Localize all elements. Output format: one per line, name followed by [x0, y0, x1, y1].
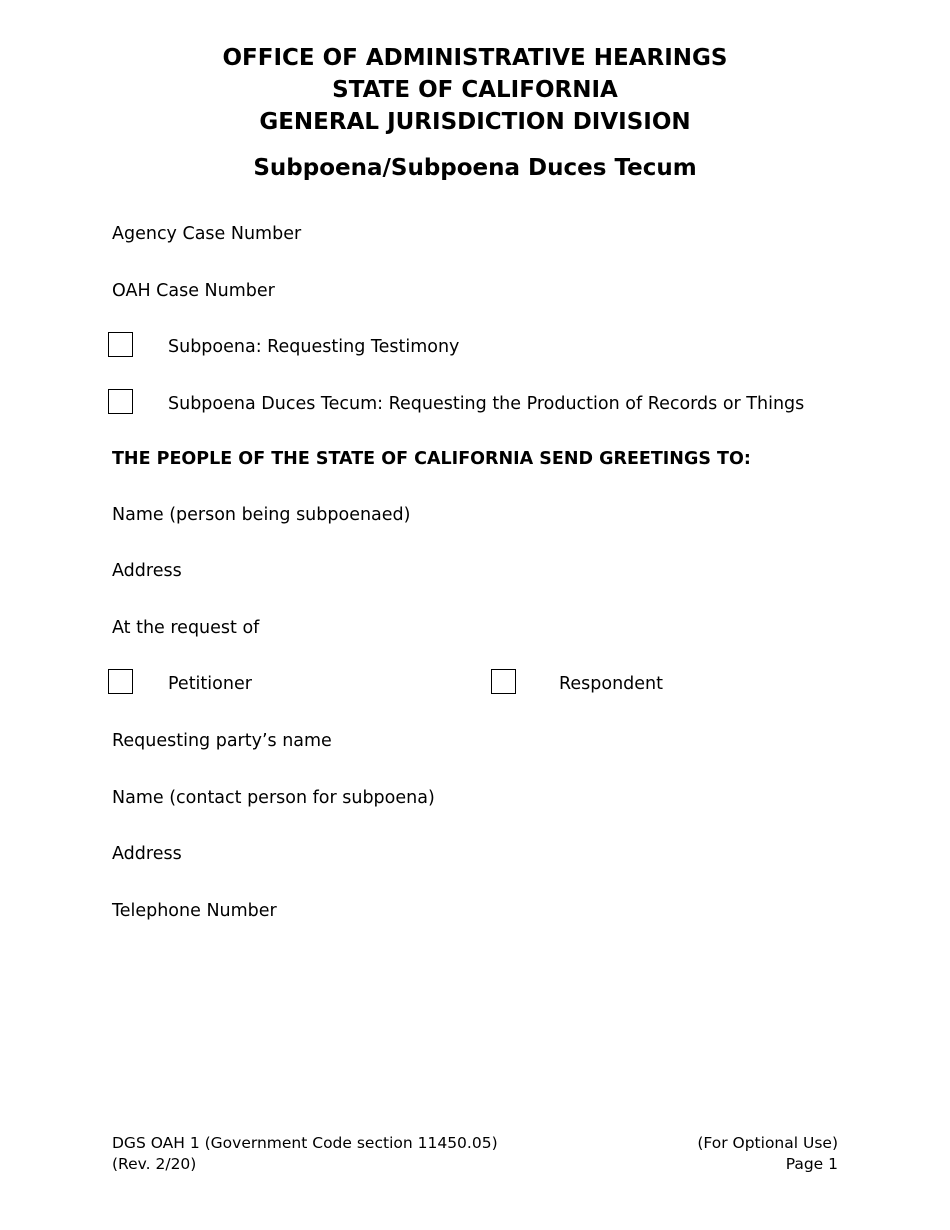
respondent-checkbox[interactable]: [491, 669, 516, 694]
duces-tecum-label: Subpoena Duces Tecum: Requesting the Production of Records or Things: [168, 394, 805, 414]
requesting-party-name-field[interactable]: Requesting party’s name: [112, 731, 332, 751]
document-header: [0, 42, 950, 138]
contact-address-field[interactable]: Address: [112, 844, 182, 864]
form-revision: (Rev. 2/20): [112, 1155, 197, 1173]
oah-case-number-field[interactable]: OAH Case Number: [112, 281, 275, 301]
footer-left: [112, 1133, 498, 1175]
footer-right: [697, 1133, 838, 1175]
agency-case-number-field[interactable]: Agency Case Number: [112, 224, 302, 244]
subpoenaed-address-field[interactable]: Address: [112, 561, 182, 581]
testimony-label: Subpoena: Requesting Testimony: [168, 337, 460, 357]
form-id: DGS OAH 1 (Government Code section 11450.05): [112, 1134, 498, 1152]
subpoenaed-name-field[interactable]: Name (person being subpoenaed): [112, 505, 411, 525]
duces-tecum-checkbox[interactable]: [108, 389, 133, 414]
header-state: STATE OF CALIFORNIA: [332, 77, 618, 103]
testimony-checkbox[interactable]: [108, 332, 133, 357]
greeting-heading: THE PEOPLE OF THE STATE OF CALIFORNIA SEND GREETINGS TO:: [112, 449, 751, 469]
page-number: Page 1: [785, 1155, 838, 1173]
respondent-label: Respondent: [559, 674, 663, 694]
header-office: OFFICE OF ADMINISTRATIVE HEARINGS: [222, 45, 728, 71]
at-request-of-label: At the request of: [112, 618, 260, 638]
petitioner-checkbox[interactable]: [108, 669, 133, 694]
petitioner-label: Petitioner: [168, 674, 252, 694]
telephone-field[interactable]: Telephone Number: [112, 901, 277, 921]
form-title: Subpoena/Subpoena Duces Tecum: [253, 155, 697, 181]
header-division: GENERAL JURISDICTION DIVISION: [259, 109, 691, 135]
contact-name-field[interactable]: Name (contact person for subpoena): [112, 788, 435, 808]
optional-use-note: (For Optional Use): [697, 1134, 838, 1152]
